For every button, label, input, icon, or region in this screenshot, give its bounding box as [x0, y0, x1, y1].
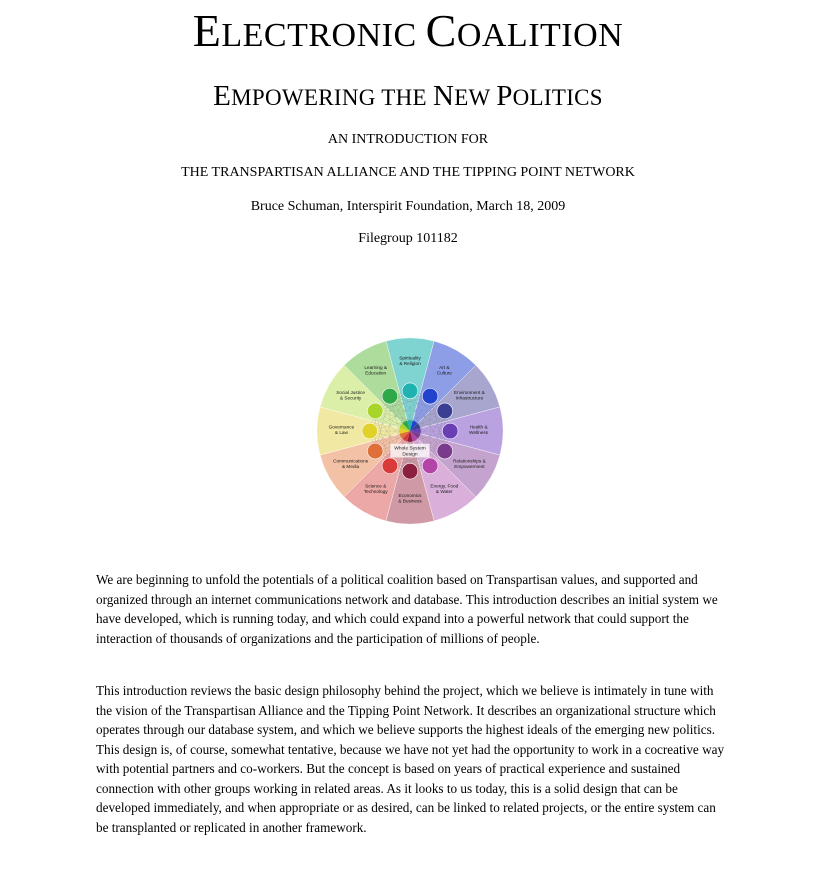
- wheel-sector-label: Learning &: [364, 364, 388, 370]
- wheel-sector-label: Health &: [469, 424, 488, 430]
- body-paragraph-1: We are beginning to unfold the potentials of a political coalition based on Transpartisan values, and supported and organized through an internet communications network and database. This introduction describes an initial system we have developed, which is running today, and which could expand into a powerful network that could support the interaction of thousands of organizations and the participation of millions of people.: [96, 572, 718, 646]
- wheel-node: [367, 403, 383, 419]
- wheel-node: [362, 423, 378, 439]
- alliance-line: THE TRANSPARTISAN ALLIANCE AND THE TIPPING POINT NETWORK: [181, 165, 635, 180]
- wheel-sector-label: Energy, Food: [430, 483, 459, 489]
- wheel-center-label: Design: [402, 452, 418, 458]
- wheel-sector-label: Education: [365, 370, 387, 376]
- wheel-sector-label: & Religion: [399, 361, 421, 367]
- wheel-node: [422, 388, 438, 404]
- wheel-sector-label: & Security: [339, 395, 362, 401]
- wheel-sector-label: Infrastructure: [455, 395, 484, 401]
- wheel-node: [437, 443, 453, 459]
- wheel-sector-label: Culture: [436, 370, 452, 376]
- wheel-sector-label: & Law: [334, 429, 348, 435]
- document-title: ELECTRONIC COALITION: [192, 5, 624, 56]
- wheel-sector-label: Governance: [328, 424, 355, 430]
- wheel-node: [382, 458, 398, 474]
- wheel-center-label: Whole System: [394, 446, 426, 452]
- wheel-sector-label: Relationships &: [453, 458, 486, 464]
- wheel-sector-label: Art &: [439, 364, 450, 370]
- wheel-sector-label: Science &: [365, 483, 387, 489]
- wheel-node: [402, 463, 418, 479]
- wheel-sector-label: Communications: [333, 458, 369, 464]
- wheel-node: [442, 423, 458, 439]
- wheel-sector-label: & Media: [341, 464, 360, 470]
- wheel-node: [437, 403, 453, 419]
- intro-line: AN INTRODUCTION FOR: [327, 132, 489, 147]
- body-paragraph-2: This introduction reviews the basic design philosophy behind the project, which we believe is intimately in tune with the vision of the Transpartisan Alliance and the Tipping Point Network. It describes an organizational structure which operates through our database system, and which we believe supports the highest ideals of the emerging new politics. This design is, of course, somewhat tentative, because we have not yet had the opportunity to work in a cocreative way with potential partners and co-workers. But the concept is based on years of practical experience and sustained connection with other groups working in related areas. As it looks to us today, this is a solid design that can be developed immediately, and when appropriate or as desired, can be linked to related projects, or the entire system can be transplanted or replicated in another framework.: [96, 683, 725, 835]
- filegroup-label: Filegroup 101182: [358, 231, 458, 246]
- wheel-node: [382, 388, 398, 404]
- wheel-sector-label: Social Justice: [336, 389, 365, 395]
- wheel-node: [422, 458, 438, 474]
- wheel-sector-label: & Business: [398, 498, 422, 504]
- wheel-node: [367, 443, 383, 459]
- wheel-sector-label: Empowerment: [454, 464, 485, 470]
- author-byline: Bruce Schuman, Interspirit Foundation, March 18, 2009: [250, 199, 566, 214]
- whole-system-design-wheel: [312, 333, 508, 529]
- wheel-sector-label: Economics: [398, 492, 422, 498]
- wheel-sector-label: & Water: [435, 489, 453, 495]
- wheel-sector-label: Wellness: [469, 429, 489, 435]
- document-subtitle: EMPOWERING THE NEW POLITICS: [213, 80, 603, 112]
- wheel-sector-label: Environment &: [454, 389, 485, 395]
- wheel-sector-label: Technology: [363, 489, 388, 495]
- wheel-node: [402, 383, 418, 399]
- wheel-sector-label: Spirituality: [399, 355, 421, 361]
